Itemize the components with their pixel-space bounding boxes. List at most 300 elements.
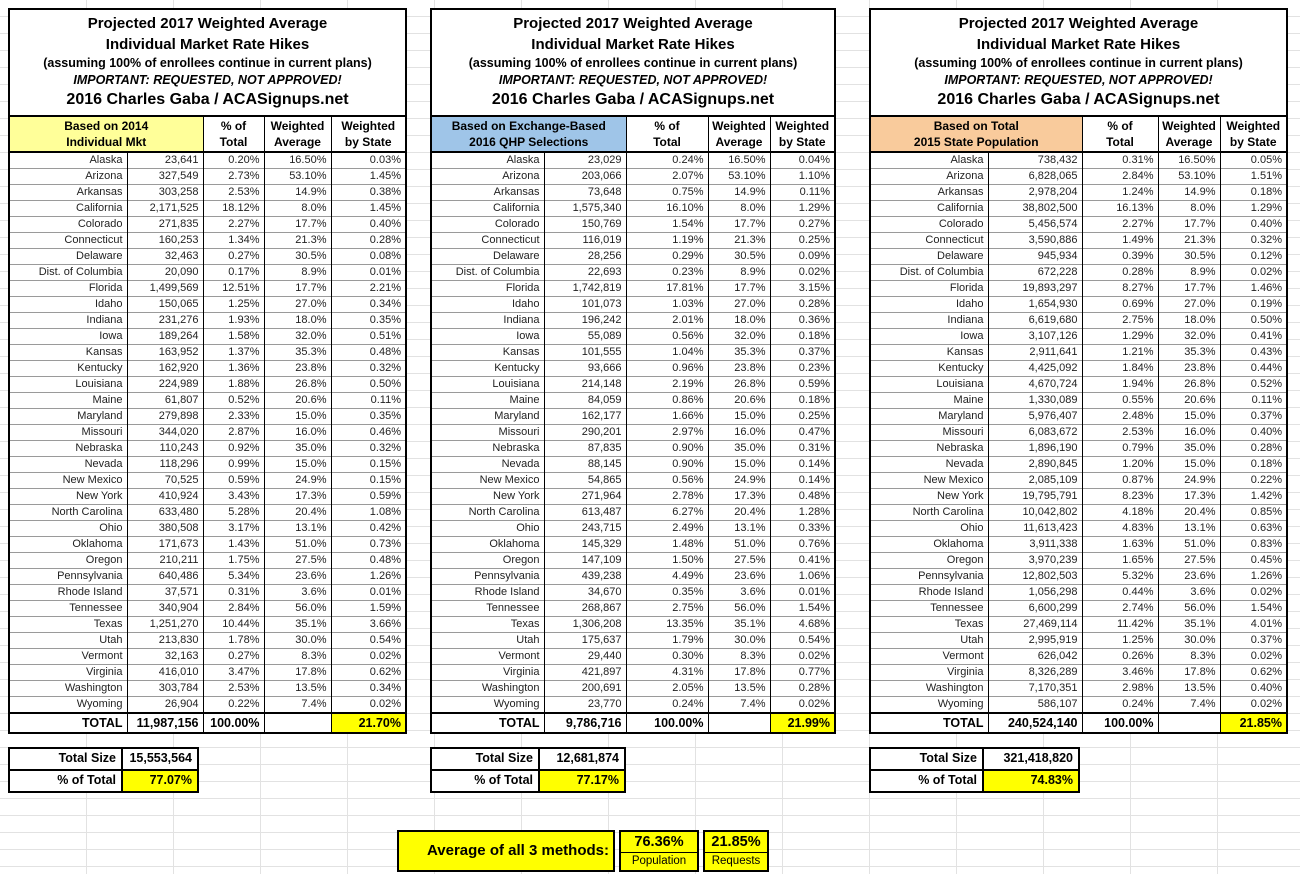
col-header-weighted-by-state[interactable]: Weighted by State [331,116,405,152]
weighted-by-state-cell[interactable]: 0.01% [770,585,834,601]
total-size-label[interactable]: Total Size [871,749,982,769]
weighted-by-state-cell[interactable]: 0.31% [770,441,834,457]
pct-of-total-cell[interactable]: 1.66% [626,409,708,425]
pct-of-total-cell[interactable]: 0.92% [203,441,264,457]
weighted-average-cell[interactable]: 16.0% [1158,425,1220,441]
state-cell[interactable]: Delaware [432,249,544,265]
total-size-value[interactable]: 321,418,820 [982,749,1078,769]
pct-of-total-cell[interactable]: 0.20% [203,152,264,169]
weighted-average-cell[interactable]: 30.5% [1158,249,1220,265]
weighted-average-cell[interactable]: 8.3% [708,649,770,665]
state-cell[interactable]: Missouri [871,425,988,441]
weighted-average-cell[interactable]: 35.3% [264,345,331,361]
value-cell[interactable]: 268,867 [544,601,626,617]
weighted-average-cell[interactable]: 8.3% [264,649,331,665]
weighted-average-cell[interactable]: 14.9% [1158,185,1220,201]
state-cell[interactable]: Wyoming [871,697,988,714]
weighted-by-state-cell[interactable]: 0.37% [1220,633,1286,649]
weighted-by-state-cell[interactable]: 1.08% [331,505,405,521]
state-cell[interactable]: Rhode Island [432,585,544,601]
total-value-cell[interactable]: 11,987,156 [127,713,203,732]
state-cell[interactable]: Louisiana [432,377,544,393]
pct-of-total-cell[interactable]: 1.75% [203,553,264,569]
weighted-by-state-cell[interactable]: 1.29% [770,201,834,217]
value-cell[interactable]: 4,425,092 [988,361,1082,377]
weighted-average-cell[interactable]: 21.3% [708,233,770,249]
weighted-average-cell[interactable]: 35.1% [1158,617,1220,633]
state-cell[interactable]: Texas [871,617,988,633]
weighted-by-state-cell[interactable]: 1.45% [331,201,405,217]
weighted-average-cell[interactable]: 27.0% [708,297,770,313]
state-cell[interactable]: Florida [432,281,544,297]
pct-of-total-cell[interactable]: 2.49% [626,521,708,537]
col-header-weighted-average[interactable]: Weighted Average [708,116,770,152]
state-cell[interactable]: Arkansas [871,185,988,201]
weighted-by-state-cell[interactable]: 0.02% [1220,649,1286,665]
weighted-average-cell[interactable]: 23.6% [1158,569,1220,585]
value-cell[interactable]: 55,089 [544,329,626,345]
col-header-weighted-by-state[interactable]: Weighted by State [770,116,834,152]
weighted-by-state-cell[interactable]: 0.59% [331,489,405,505]
weighted-average-cell[interactable]: 53.10% [1158,169,1220,185]
average-summary-label[interactable]: Average of all 3 methods: [397,830,615,872]
state-cell[interactable]: Nevada [871,457,988,473]
pct-of-total-cell[interactable]: 1.48% [626,537,708,553]
value-cell[interactable]: 210,211 [127,553,203,569]
value-cell[interactable]: 118,296 [127,457,203,473]
weighted-by-state-cell[interactable]: 0.36% [770,313,834,329]
pct-of-total-cell[interactable]: 1.34% [203,233,264,249]
value-cell[interactable]: 344,020 [127,425,203,441]
state-cell[interactable]: Vermont [10,649,127,665]
state-cell[interactable]: Missouri [432,425,544,441]
pct-of-total-cell[interactable]: 1.21% [1082,345,1158,361]
value-cell[interactable]: 6,828,065 [988,169,1082,185]
pct-of-total-cell[interactable]: 4.83% [1082,521,1158,537]
value-cell[interactable]: 19,795,791 [988,489,1082,505]
pct-of-total-cell[interactable]: 17.81% [626,281,708,297]
value-cell[interactable]: 162,920 [127,361,203,377]
weighted-by-state-cell[interactable]: 0.11% [770,185,834,201]
weighted-by-state-cell[interactable]: 1.54% [770,601,834,617]
weighted-by-state-cell[interactable]: 0.02% [331,697,405,714]
weighted-average-cell[interactable]: 17.8% [708,665,770,681]
value-cell[interactable]: 175,637 [544,633,626,649]
value-cell[interactable]: 101,073 [544,297,626,313]
state-cell[interactable]: Texas [432,617,544,633]
value-cell[interactable]: 27,469,114 [988,617,1082,633]
weighted-average-cell[interactable]: 3.6% [1158,585,1220,601]
state-cell[interactable]: New Mexico [432,473,544,489]
pct-of-total-cell[interactable]: 3.47% [203,665,264,681]
weighted-average-cell[interactable]: 8.3% [1158,649,1220,665]
state-cell[interactable]: Connecticut [871,233,988,249]
state-cell[interactable]: Arizona [432,169,544,185]
pct-of-total-cell[interactable]: 0.26% [1082,649,1158,665]
value-cell[interactable]: 32,463 [127,249,203,265]
weighted-by-state-cell[interactable]: 0.62% [331,665,405,681]
total-wavg-cell[interactable] [1158,713,1220,732]
state-cell[interactable]: Oklahoma [432,537,544,553]
state-cell[interactable]: Ohio [10,521,127,537]
weighted-by-state-cell[interactable]: 1.46% [1220,281,1286,297]
weighted-average-cell[interactable]: 30.5% [708,249,770,265]
weighted-average-cell[interactable]: 27.0% [264,297,331,313]
state-cell[interactable]: Connecticut [432,233,544,249]
value-cell[interactable]: 2,911,641 [988,345,1082,361]
weighted-average-cell[interactable]: 32.0% [264,329,331,345]
weighted-average-cell[interactable]: 35.0% [708,441,770,457]
weighted-by-state-cell[interactable]: 0.40% [1220,681,1286,697]
weighted-average-cell[interactable]: 15.0% [264,457,331,473]
weighted-by-state-cell[interactable]: 0.14% [770,457,834,473]
value-cell[interactable]: 54,865 [544,473,626,489]
state-cell[interactable]: Iowa [10,329,127,345]
total-wavg-cell[interactable] [708,713,770,732]
weighted-by-state-cell[interactable]: 0.73% [331,537,405,553]
weighted-average-cell[interactable]: 18.0% [264,313,331,329]
pct-of-total-label[interactable]: % of Total [871,771,982,791]
weighted-by-state-cell[interactable]: 0.01% [331,265,405,281]
value-cell[interactable]: 7,170,351 [988,681,1082,697]
value-cell[interactable]: 26,904 [127,697,203,714]
state-cell[interactable]: Vermont [432,649,544,665]
weighted-by-state-cell[interactable]: 3.15% [770,281,834,297]
state-cell[interactable]: Washington [10,681,127,697]
weighted-by-state-cell[interactable]: 0.59% [770,377,834,393]
weighted-average-cell[interactable]: 8.0% [708,201,770,217]
total-weighted-by-state-cell[interactable]: 21.99% [770,713,834,732]
pct-of-total-cell[interactable]: 2.74% [1082,601,1158,617]
value-cell[interactable]: 37,571 [127,585,203,601]
weighted-by-state-cell[interactable]: 0.18% [1220,185,1286,201]
weighted-average-cell[interactable]: 13.1% [264,521,331,537]
weighted-by-state-cell[interactable]: 0.28% [770,681,834,697]
weighted-average-cell[interactable]: 32.0% [1158,329,1220,345]
weighted-average-cell[interactable]: 20.6% [1158,393,1220,409]
weighted-average-cell[interactable]: 15.0% [708,457,770,473]
total-wavg-cell[interactable] [264,713,331,732]
group-header-cell[interactable] [432,116,626,152]
weighted-average-cell[interactable]: 51.0% [1158,537,1220,553]
weighted-average-cell[interactable]: 15.0% [1158,409,1220,425]
weighted-average-cell[interactable]: 15.0% [708,409,770,425]
pct-of-total-cell[interactable]: 5.34% [203,569,264,585]
state-cell[interactable]: Louisiana [10,377,127,393]
weighted-by-state-cell[interactable]: 0.25% [770,233,834,249]
pct-of-total-cell[interactable]: 2.05% [626,681,708,697]
weighted-by-state-cell[interactable]: 1.28% [770,505,834,521]
pct-of-total-cell[interactable]: 2.84% [203,601,264,617]
state-cell[interactable]: Nebraska [10,441,127,457]
state-cell[interactable]: Maryland [871,409,988,425]
weighted-by-state-cell[interactable]: 0.22% [1220,473,1286,489]
state-cell[interactable]: Maryland [10,409,127,425]
weighted-average-cell[interactable]: 17.7% [708,217,770,233]
weighted-average-cell[interactable]: 7.4% [708,697,770,714]
value-cell[interactable]: 6,083,672 [988,425,1082,441]
weighted-by-state-cell[interactable]: 0.47% [770,425,834,441]
pct-of-total-cell[interactable]: 8.23% [1082,489,1158,505]
weighted-by-state-cell[interactable]: 1.10% [770,169,834,185]
state-cell[interactable]: New York [10,489,127,505]
state-cell[interactable]: California [432,201,544,217]
value-cell[interactable]: 421,897 [544,665,626,681]
value-cell[interactable]: 4,670,724 [988,377,1082,393]
pct-of-total-cell[interactable]: 2.27% [203,217,264,233]
pct-of-total-cell[interactable]: 0.96% [626,361,708,377]
weighted-by-state-cell[interactable]: 0.02% [1220,265,1286,281]
state-cell[interactable]: Tennessee [10,601,127,617]
value-cell[interactable]: 73,648 [544,185,626,201]
weighted-average-cell[interactable]: 20.4% [1158,505,1220,521]
weighted-by-state-cell[interactable]: 0.41% [770,553,834,569]
pct-of-total-cell[interactable]: 0.24% [626,152,708,169]
total-label-cell[interactable]: TOTAL [871,713,988,732]
pct-of-total-cell[interactable]: 3.46% [1082,665,1158,681]
pct-of-total-cell[interactable]: 1.78% [203,633,264,649]
total-size-label[interactable]: Total Size [10,749,121,769]
weighted-by-state-cell[interactable]: 1.54% [1220,601,1286,617]
value-cell[interactable]: 203,066 [544,169,626,185]
pct-of-total-cell[interactable]: 0.87% [1082,473,1158,489]
weighted-average-cell[interactable]: 20.6% [264,393,331,409]
pct-of-total-cell[interactable]: 0.90% [626,441,708,457]
pct-of-total-cell[interactable]: 1.93% [203,313,264,329]
value-cell[interactable]: 6,600,299 [988,601,1082,617]
group-header-cell[interactable] [10,116,203,152]
weighted-by-state-cell[interactable]: 0.18% [1220,457,1286,473]
total-size-value[interactable]: 12,681,874 [538,749,624,769]
value-cell[interactable]: 3,970,239 [988,553,1082,569]
value-cell[interactable]: 196,242 [544,313,626,329]
weighted-average-cell[interactable]: 24.9% [1158,473,1220,489]
value-cell[interactable]: 171,673 [127,537,203,553]
value-cell[interactable]: 12,802,503 [988,569,1082,585]
weighted-by-state-cell[interactable]: 0.15% [331,457,405,473]
weighted-by-state-cell[interactable]: 0.54% [331,633,405,649]
weighted-by-state-cell[interactable]: 0.38% [331,185,405,201]
value-cell[interactable]: 23,029 [544,152,626,169]
col-header-pct-total[interactable]: % of Total [1082,116,1158,152]
state-cell[interactable]: Alaska [89,154,123,166]
weighted-by-state-cell[interactable]: 0.83% [1220,537,1286,553]
state-cell[interactable]: North Carolina [432,505,544,521]
state-cell[interactable]: Iowa [871,329,988,345]
col-header-weighted-average[interactable]: Weighted Average [264,116,331,152]
weighted-average-cell[interactable]: 13.5% [708,681,770,697]
weighted-by-state-cell[interactable]: 0.51% [331,329,405,345]
pct-of-total-cell[interactable]: 0.35% [626,585,708,601]
state-cell[interactable]: Utah [871,633,988,649]
pct-of-total-cell[interactable]: 0.24% [1082,697,1158,714]
weighted-average-cell[interactable]: 56.0% [1158,601,1220,617]
state-cell[interactable]: Washington [432,681,544,697]
state-cell[interactable]: Arkansas [432,185,544,201]
state-cell[interactable]: Wyoming [10,697,127,714]
state-cell[interactable]: Arizona [10,169,127,185]
weighted-average-cell[interactable]: 16.0% [264,425,331,441]
state-cell[interactable]: Colorado [871,217,988,233]
weighted-by-state-cell[interactable]: 1.26% [331,569,405,585]
weighted-by-state-cell[interactable]: 1.26% [1220,569,1286,585]
pct-of-total-cell[interactable]: 3.17% [203,521,264,537]
state-cell[interactable]: Indiana [871,313,988,329]
pct-of-total-cell[interactable]: 0.24% [626,697,708,714]
state-cell[interactable]: New York [432,489,544,505]
value-cell[interactable]: 162,177 [544,409,626,425]
value-cell[interactable]: 11,613,423 [988,521,1082,537]
weighted-average-cell[interactable]: 14.9% [264,185,331,201]
state-cell[interactable]: Kentucky [871,361,988,377]
weighted-by-state-cell[interactable]: 0.46% [331,425,405,441]
state-cell[interactable]: Oklahoma [10,537,127,553]
pct-of-total-cell[interactable]: 3.43% [203,489,264,505]
weighted-average-cell[interactable]: 35.3% [1158,345,1220,361]
weighted-by-state-cell[interactable]: 0.28% [331,233,405,249]
state-cell[interactable]: Iowa [432,329,544,345]
weighted-average-cell[interactable]: 23.8% [264,361,331,377]
pct-of-total-cell[interactable]: 0.28% [1082,265,1158,281]
value-cell[interactable]: 61,807 [127,393,203,409]
pct-of-total-cell[interactable]: 2.73% [203,169,264,185]
weighted-average-cell[interactable]: 17.8% [1158,665,1220,681]
state-cell[interactable]: North Carolina [10,505,127,521]
weighted-by-state-cell[interactable]: 0.04% [770,152,834,169]
state-cell[interactable]: Nevada [432,457,544,473]
value-cell[interactable]: 1,330,089 [988,393,1082,409]
value-cell[interactable]: 147,109 [544,553,626,569]
weighted-average-cell[interactable]: 53.10% [264,169,331,185]
weighted-average-cell[interactable]: 8.0% [1158,201,1220,217]
weighted-by-state-cell[interactable]: 0.34% [331,297,405,313]
pct-of-total-cell[interactable]: 0.52% [203,393,264,409]
pct-of-total-cell[interactable]: 0.30% [626,649,708,665]
state-cell[interactable]: Dist. of Columbia [432,265,544,281]
weighted-by-state-cell[interactable]: 0.02% [770,265,834,281]
state-cell[interactable]: Wyoming [432,697,544,714]
pct-of-total-cell[interactable]: 0.23% [626,265,708,281]
value-cell[interactable]: 279,898 [127,409,203,425]
state-cell[interactable]: Indiana [10,313,127,329]
weighted-average-cell[interactable]: 17.8% [264,665,331,681]
state-cell[interactable]: Maine [10,393,127,409]
value-cell[interactable]: 101,555 [544,345,626,361]
value-cell[interactable]: 3,911,338 [988,537,1082,553]
pct-of-total-cell[interactable]: 2.78% [626,489,708,505]
weighted-by-state-cell[interactable]: 4.68% [770,617,834,633]
weighted-by-state-cell[interactable]: 0.48% [331,553,405,569]
state-cell[interactable]: Alaska [950,154,984,166]
value-cell[interactable]: 243,715 [544,521,626,537]
pct-of-total-cell[interactable]: 1.25% [203,297,264,313]
weighted-average-cell[interactable]: 26.8% [1158,377,1220,393]
weighted-average-cell[interactable]: 8.9% [1158,265,1220,281]
value-cell[interactable]: 5,456,574 [988,217,1082,233]
value-cell[interactable]: 200,691 [544,681,626,697]
state-cell[interactable]: Tennessee [871,601,988,617]
value-cell[interactable]: 84,059 [544,393,626,409]
weighted-by-state-cell[interactable]: 0.27% [770,217,834,233]
state-cell[interactable]: Kansas [10,345,127,361]
value-cell[interactable]: 1,056,298 [988,585,1082,601]
state-cell[interactable]: Virginia [871,665,988,681]
weighted-average-cell[interactable]: 17.3% [708,489,770,505]
value-cell[interactable]: 271,835 [127,217,203,233]
weighted-average-cell[interactable]: 8.9% [708,265,770,281]
state-cell[interactable]: New Mexico [871,473,988,489]
weighted-by-state-cell[interactable]: 0.08% [331,249,405,265]
pct-of-total-cell[interactable]: 18.12% [203,201,264,217]
weighted-average-cell[interactable]: 14.9% [708,185,770,201]
value-cell[interactable]: 945,934 [988,249,1082,265]
value-cell[interactable]: 3,107,126 [988,329,1082,345]
value-cell[interactable]: 2,995,919 [988,633,1082,649]
weighted-average-cell[interactable]: 56.0% [264,601,331,617]
pct-of-total-label[interactable]: % of Total [432,771,538,791]
requests-average-cell[interactable] [703,830,769,872]
pct-of-total-cell[interactable]: 0.27% [203,649,264,665]
weighted-by-state-cell[interactable]: 0.02% [1220,585,1286,601]
weighted-by-state-cell[interactable]: 2.21% [331,281,405,297]
weighted-average-cell[interactable]: 27.5% [1158,553,1220,569]
pct-of-total-cell[interactable]: 2.53% [203,185,264,201]
weighted-average-cell[interactable]: 35.0% [1158,441,1220,457]
weighted-by-state-cell[interactable]: 0.18% [770,329,834,345]
state-cell[interactable]: Connecticut [10,233,127,249]
pct-of-total-cell[interactable]: 2.53% [1082,425,1158,441]
weighted-average-cell[interactable]: 17.7% [1158,217,1220,233]
pct-of-total-label[interactable]: % of Total [10,771,121,791]
weighted-average-cell[interactable]: 26.8% [264,377,331,393]
total-value-cell[interactable]: 240,524,140 [988,713,1082,732]
weighted-by-state-cell[interactable]: 0.42% [331,521,405,537]
weighted-average-cell[interactable]: 17.7% [264,217,331,233]
weighted-by-state-cell[interactable]: 0.77% [770,665,834,681]
pct-of-total-cell[interactable]: 0.69% [1082,297,1158,313]
weighted-by-state-cell[interactable]: 0.63% [1220,521,1286,537]
state-cell[interactable]: Florida [871,281,988,297]
value-cell[interactable]: 163,952 [127,345,203,361]
weighted-by-state-cell[interactable]: 0.25% [770,409,834,425]
pct-of-total-cell[interactable]: 12.51% [203,281,264,297]
weighted-average-cell[interactable]: 23.8% [708,361,770,377]
pct-of-total-cell[interactable]: 4.31% [626,665,708,681]
value-cell[interactable]: 2,978,204 [988,185,1082,201]
state-cell[interactable]: Rhode Island [871,585,988,601]
value-cell[interactable]: 2,890,845 [988,457,1082,473]
state-cell[interactable]: Arkansas [10,185,127,201]
state-cell[interactable]: Tennessee [432,601,544,617]
state-cell[interactable]: Washington [871,681,988,697]
total-size-label[interactable]: Total Size [432,749,538,769]
weighted-average-cell[interactable]: 24.9% [264,473,331,489]
weighted-average-cell[interactable]: 15.0% [1158,457,1220,473]
weighted-average-cell[interactable]: 23.6% [708,569,770,585]
state-cell[interactable]: Dist. of Columbia [871,265,988,281]
weighted-average-cell[interactable]: 27.5% [264,553,331,569]
pct-of-total-cell[interactable]: 1.79% [626,633,708,649]
weighted-average-cell[interactable]: 7.4% [1158,697,1220,714]
weighted-average-cell[interactable]: 21.3% [264,233,331,249]
weighted-average-cell[interactable]: 35.0% [264,441,331,457]
value-cell[interactable]: 224,989 [127,377,203,393]
state-cell[interactable]: Pennsylvania [871,569,988,585]
state-cell[interactable]: Virginia [432,665,544,681]
weighted-average-cell[interactable]: 13.5% [1158,681,1220,697]
pct-of-total-cell[interactable]: 1.50% [626,553,708,569]
weighted-by-state-cell[interactable]: 0.37% [770,345,834,361]
